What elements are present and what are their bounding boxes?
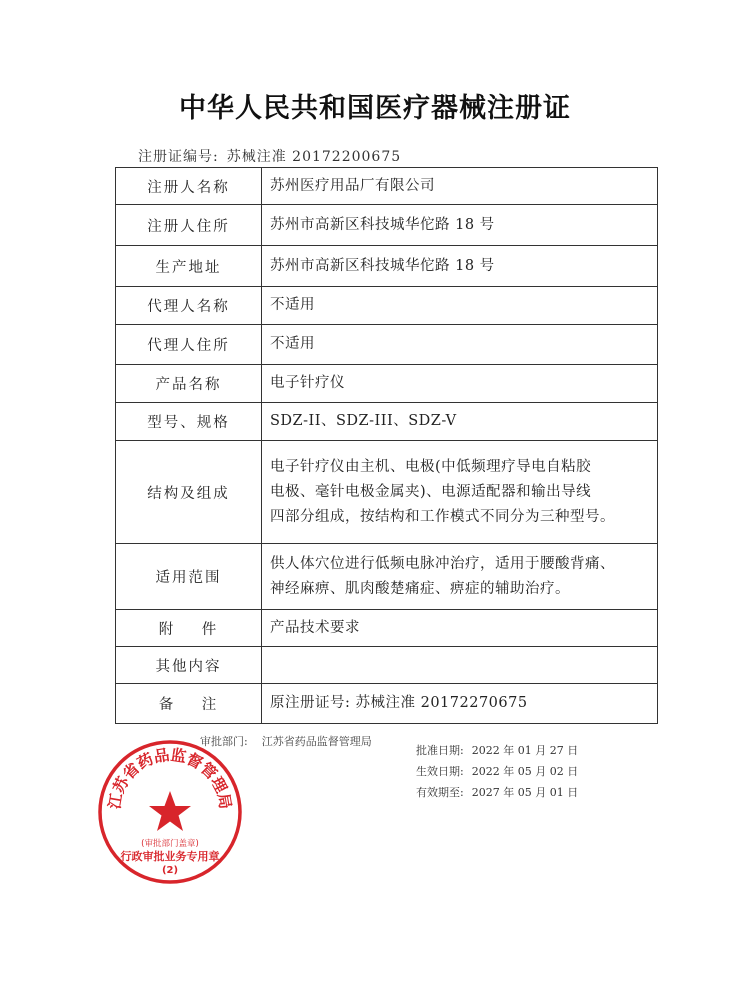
effective-date: [416, 761, 586, 782]
row-label: 注册人名称: [116, 168, 262, 205]
table-row: [116, 544, 658, 610]
row-label: 备 注: [116, 684, 262, 724]
row-label: 附 件: [116, 610, 262, 647]
seal-arc-text: 江苏省药品监督管理局: [105, 745, 235, 811]
date-label: 批准日期:: [416, 744, 464, 757]
row-value: 苏州市高新区科技城华佗路 18 号: [262, 205, 658, 246]
row-value-line: 四部分组成，按结构和工作模式不同分为三种型号。: [270, 508, 615, 525]
row-value: 电子针疗仪: [262, 365, 658, 403]
table-row: [116, 325, 658, 365]
certificate-title: 中华人民共和国医疗器械注册证: [179, 93, 571, 124]
date-value: 2022 年 01 月 27 日: [471, 744, 579, 757]
table-row: [116, 168, 658, 205]
date-block: [416, 740, 586, 803]
expiry-date: [416, 782, 586, 803]
approval-department-label: 审批部门:: [200, 735, 248, 748]
row-value: 不适用: [262, 325, 658, 365]
row-value-line: 电极、毫针电极金属夹)、电源适配器和输出导线: [270, 483, 592, 500]
table-row: [116, 684, 658, 724]
row-value-line: 供人体穴位进行低频电脉冲治疗，适用于腰酸背痛、: [270, 555, 615, 572]
row-label: 适用范围: [116, 544, 262, 610]
table-row: [116, 365, 658, 403]
date-value: 2022 年 05 月 02 日: [471, 765, 579, 778]
row-label: 结构及组成: [116, 441, 262, 544]
approval-date: [416, 740, 586, 761]
certificate-number-label: 注册证编号:: [138, 149, 219, 165]
table-row: [116, 441, 658, 544]
date-value: 2027 年 05 月 01 日: [471, 786, 579, 799]
date-label: 生效日期:: [416, 765, 464, 778]
table-row: [116, 647, 658, 684]
table-row: [116, 287, 658, 325]
table-row: [116, 610, 658, 647]
row-value: [262, 441, 658, 544]
row-label: 其他内容: [116, 647, 262, 684]
row-value-line: 神经麻痹、肌肉酸楚痛症、痹症的辅助治疗。: [270, 580, 570, 597]
row-value: 产品技术要求: [262, 610, 658, 647]
seal-bottom-text: 行政审批业务专用章: [120, 850, 220, 863]
seal-star-icon: [149, 791, 191, 831]
row-value: [262, 647, 658, 684]
seal-inner-text: (审批部门盖章): [141, 839, 199, 849]
table-row: [116, 246, 658, 287]
official-seal: [96, 738, 244, 886]
row-value: [262, 544, 658, 610]
row-value: 苏州医疗用品厂有限公司: [262, 168, 658, 205]
row-label: 注册人住所: [116, 205, 262, 246]
approval-department-value: 江苏省药品监督管理局: [261, 735, 372, 748]
row-label: 代理人名称: [116, 287, 262, 325]
row-value: 原注册证号: 苏械注准 20172270675: [262, 684, 658, 724]
table-row: [116, 403, 658, 441]
row-value-line: 电子针疗仪由主机、电极(中低频理疗导电自粘胶: [270, 458, 592, 475]
row-value: SDZ-II、SDZ-III、SDZ-V: [262, 403, 658, 441]
row-label: 型号、规格: [116, 403, 262, 441]
row-value: 不适用: [262, 287, 658, 325]
date-label: 有效期至:: [416, 786, 464, 799]
seal-number: (2): [161, 865, 179, 876]
certificate-number: [138, 146, 409, 166]
registration-table: [115, 167, 658, 724]
row-label: 代理人住所: [116, 325, 262, 365]
row-label: 产品名称: [116, 365, 262, 403]
certificate-number-value: 苏械注准 20172200675: [226, 149, 402, 165]
row-value: 苏州市高新区科技城华佗路 18 号: [262, 246, 658, 287]
table-row: [116, 205, 658, 246]
row-label: 生产地址: [116, 246, 262, 287]
